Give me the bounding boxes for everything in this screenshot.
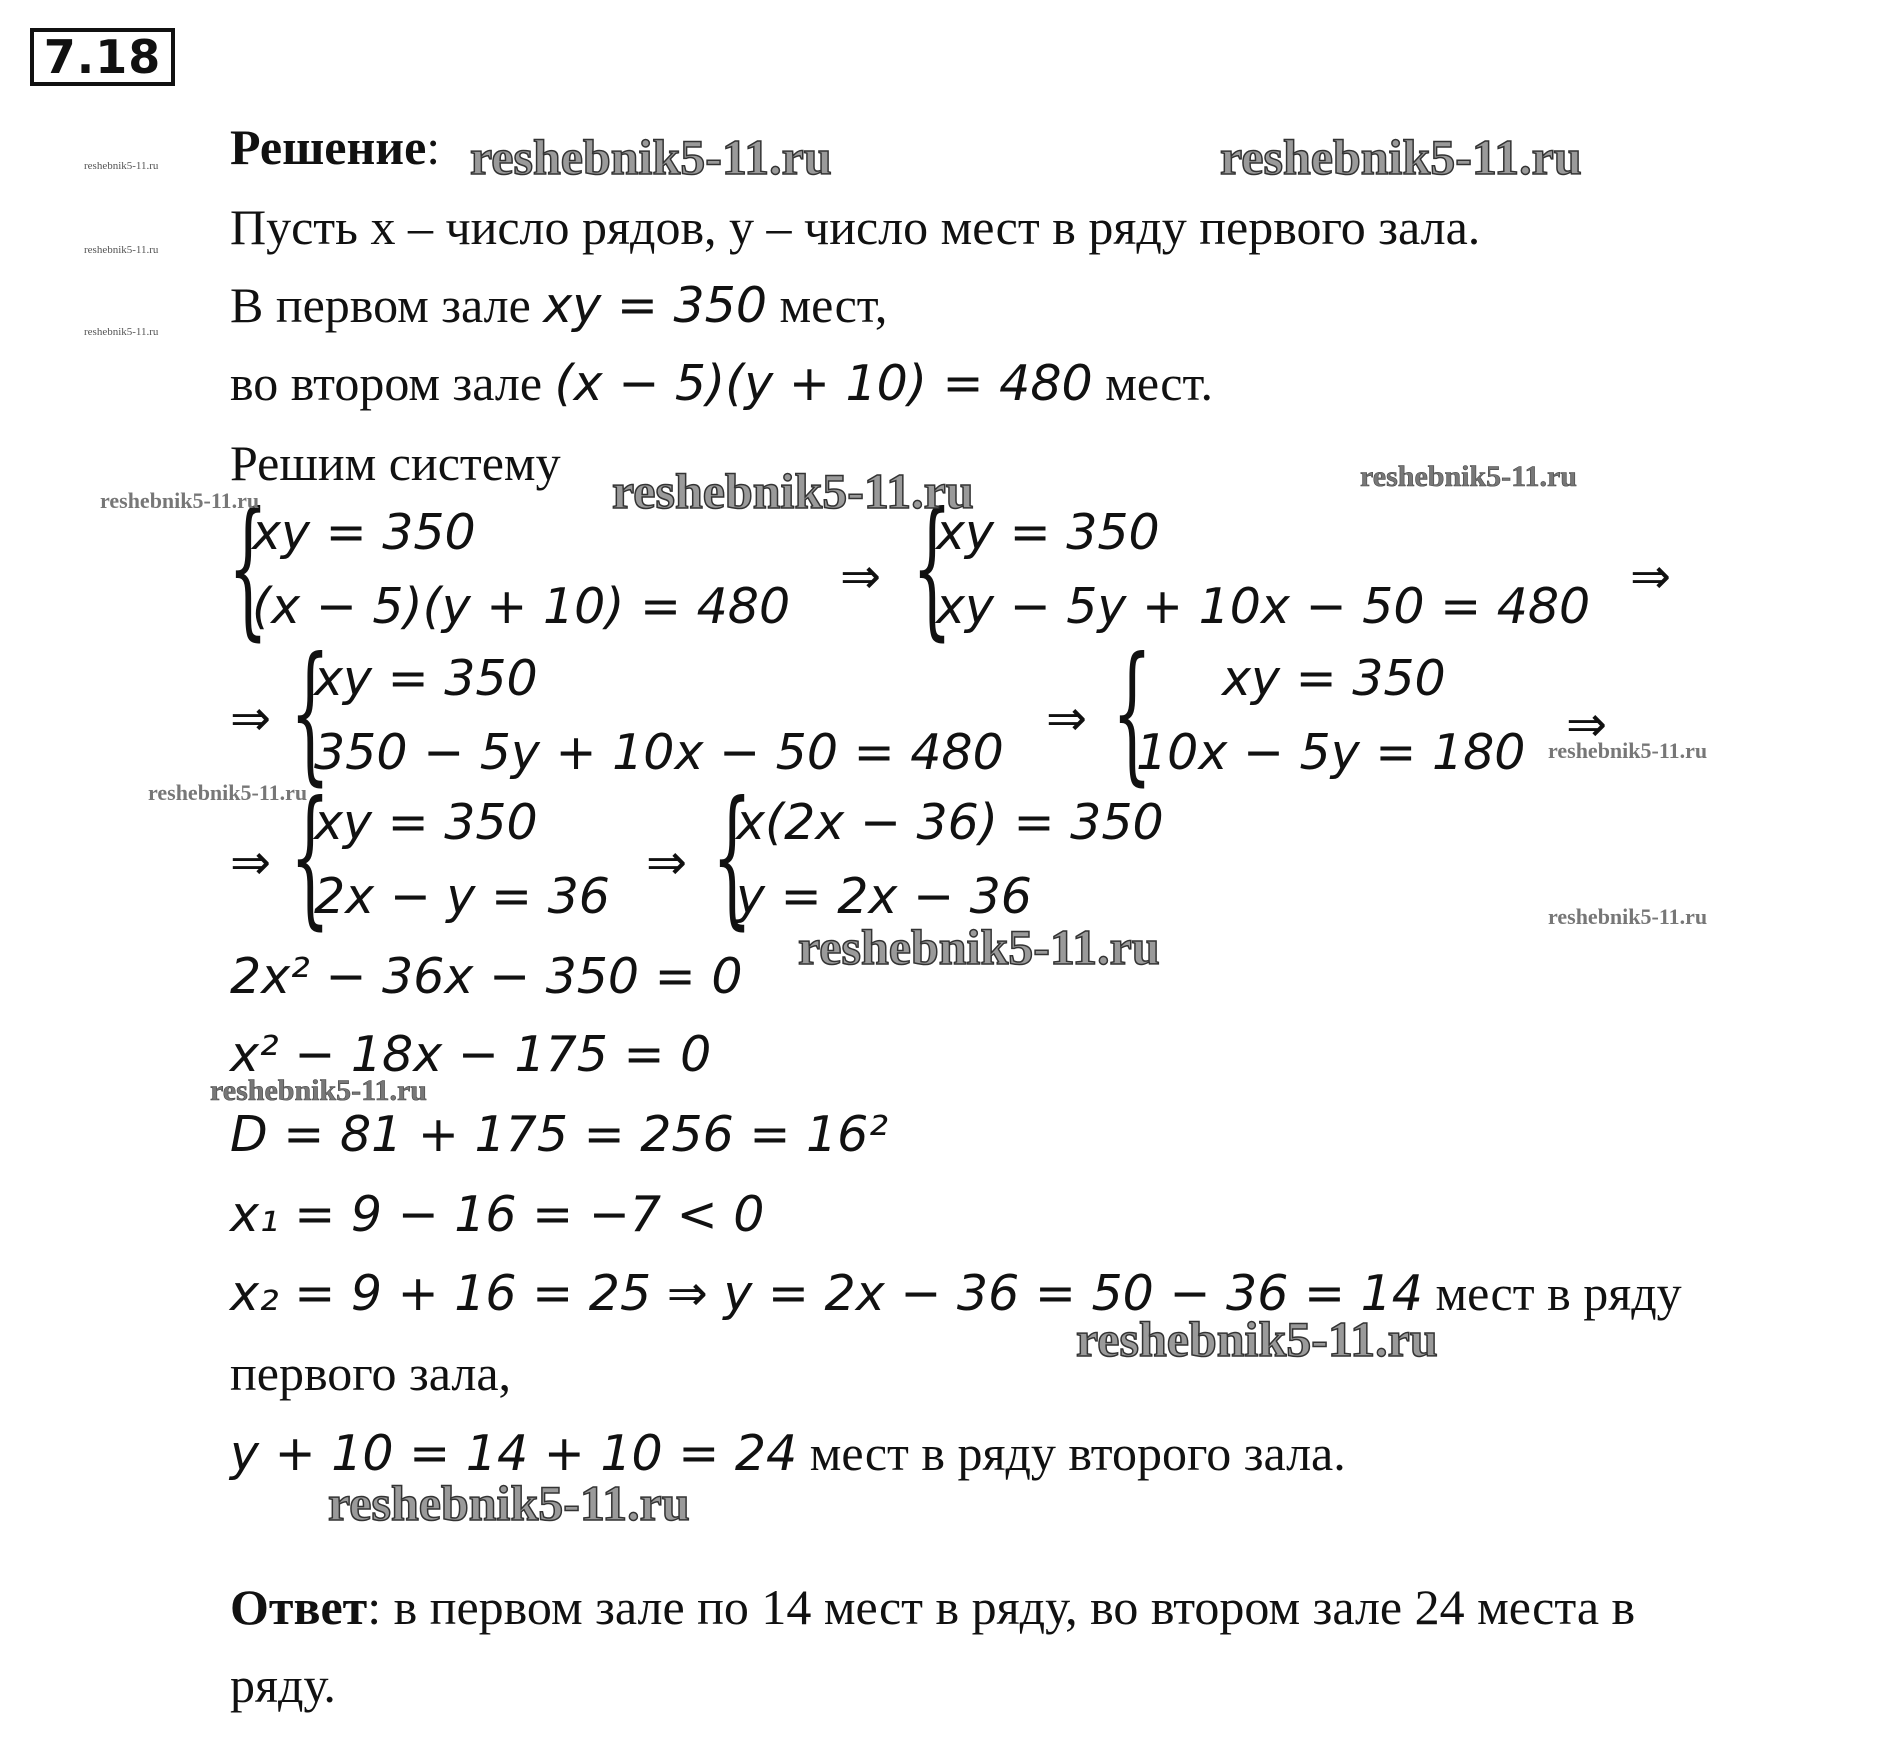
system6-line1: x(2x − 36) = 350 (736, 794, 1164, 851)
watermark: reshebnik5-11.ru (328, 1475, 690, 1531)
solve-system-line: Решим систему (230, 435, 561, 491)
implies-6: ⇒ (230, 834, 272, 891)
implies-4: ⇒ (1046, 690, 1088, 747)
implies-1: ⇒ (840, 548, 882, 605)
watermark: reshebnik5-11.ru (1076, 1311, 1438, 1367)
watermark: reshebnik5-11.ru (84, 244, 159, 256)
equation-root-2: x₂ = 9 + 16 = 25 ⇒ y = 2x − 36 = 50 − 36 = 14 (230, 1265, 1423, 1322)
watermark: reshebnik5-11.ru (1220, 129, 1582, 185)
implies-2: ⇒ (1630, 548, 1672, 605)
brace-3: { (290, 626, 331, 800)
hall2-equation: (x − 5)(y + 10) = 480 (554, 355, 1093, 412)
equation-quadratic-1: 2x² − 36x − 350 = 0 (230, 948, 743, 1005)
system5-line2: 2x − y = 36 (314, 868, 610, 925)
problem-number: 7.18 (30, 28, 175, 86)
equation-second-hall: y + 10 = 14 + 10 = 24 (230, 1425, 798, 1482)
system3-line2: 350 − 5y + 10x − 50 = 480 (314, 724, 1004, 781)
answer-text: : в первом зале по 14 мест в ряду, во втором зале 24 места в (367, 1579, 1636, 1635)
watermark: reshebnik5-11.ru (798, 919, 1160, 975)
answer-line2: ряду. (230, 1657, 336, 1713)
solution-colon: : (426, 119, 441, 175)
hall2-line (230, 355, 1214, 412)
equation-quadratic-2: x² − 18x − 175 = 0 (230, 1026, 712, 1083)
second-hall-suffix: мест в ряду второго зала. (797, 1425, 1346, 1481)
system2-line2: xy − 5y + 10x − 50 = 480 (936, 578, 1591, 635)
watermark: reshebnik5-11.ru (1548, 904, 1708, 929)
system1-line2: (x − 5)(y + 10) = 480 (252, 578, 791, 635)
watermark: reshebnik5-11.ru (1360, 460, 1577, 493)
system4-line2: 10x − 5y = 180 (1136, 724, 1526, 781)
watermark: reshebnik5-11.ru (148, 780, 308, 805)
implies-7: ⇒ (646, 834, 688, 891)
brace-6: { (712, 770, 753, 944)
hall1-line (230, 277, 888, 334)
solution-heading (230, 119, 441, 175)
system3-line1: xy = 350 (314, 650, 538, 707)
watermark: reshebnik5-11.ru (612, 463, 974, 519)
brace-2: { (912, 481, 953, 655)
system5-line1: xy = 350 (314, 794, 538, 851)
implies-3: ⇒ (230, 690, 272, 747)
root-2-suffix: мест в ряду (1422, 1265, 1682, 1321)
root-2-line (230, 1265, 1682, 1322)
brace-1: { (228, 481, 269, 655)
equation-discriminant: D = 81 + 175 = 256 = 16² (230, 1106, 888, 1163)
root-2-line2: первого зала, (230, 1345, 512, 1401)
watermark: reshebnik5-11.ru (1548, 738, 1708, 763)
hall1-suffix: мест, (767, 277, 888, 333)
system6-line2: y = 2x − 36 (736, 868, 1032, 925)
equation-root-1: x₁ = 9 − 16 = −7 < 0 (230, 1186, 765, 1243)
second-hall-line (230, 1425, 1346, 1482)
brace-4: { (1112, 626, 1153, 800)
watermark: reshebnik5-11.ru (100, 488, 260, 513)
solution-label: Решение (230, 119, 427, 175)
watermark: reshebnik5-11.ru (470, 129, 832, 185)
hall1-equation: xy = 350 (543, 277, 768, 334)
watermark: reshebnik5-11.ru (84, 160, 159, 172)
answer-label: Ответ (230, 1579, 368, 1635)
watermark: reshebnik5-11.ru (210, 1074, 427, 1107)
system4-line1: xy = 350 (1222, 650, 1446, 707)
hall2-suffix: мест. (1092, 355, 1214, 411)
hall2-prefix: во втором зале (230, 355, 555, 411)
watermark: reshebnik5-11.ru (84, 326, 159, 338)
system1-line1: xy = 350 (252, 504, 476, 561)
hall1-prefix: В первом зале (230, 277, 544, 333)
implies-5: ⇒ (1566, 696, 1608, 753)
brace-5: { (290, 770, 331, 944)
intro-line: Пусть x – число рядов, y – число мест в ряду первого зала. (230, 199, 1481, 255)
system2-line1: xy = 350 (936, 504, 1160, 561)
answer-line (230, 1579, 1636, 1635)
